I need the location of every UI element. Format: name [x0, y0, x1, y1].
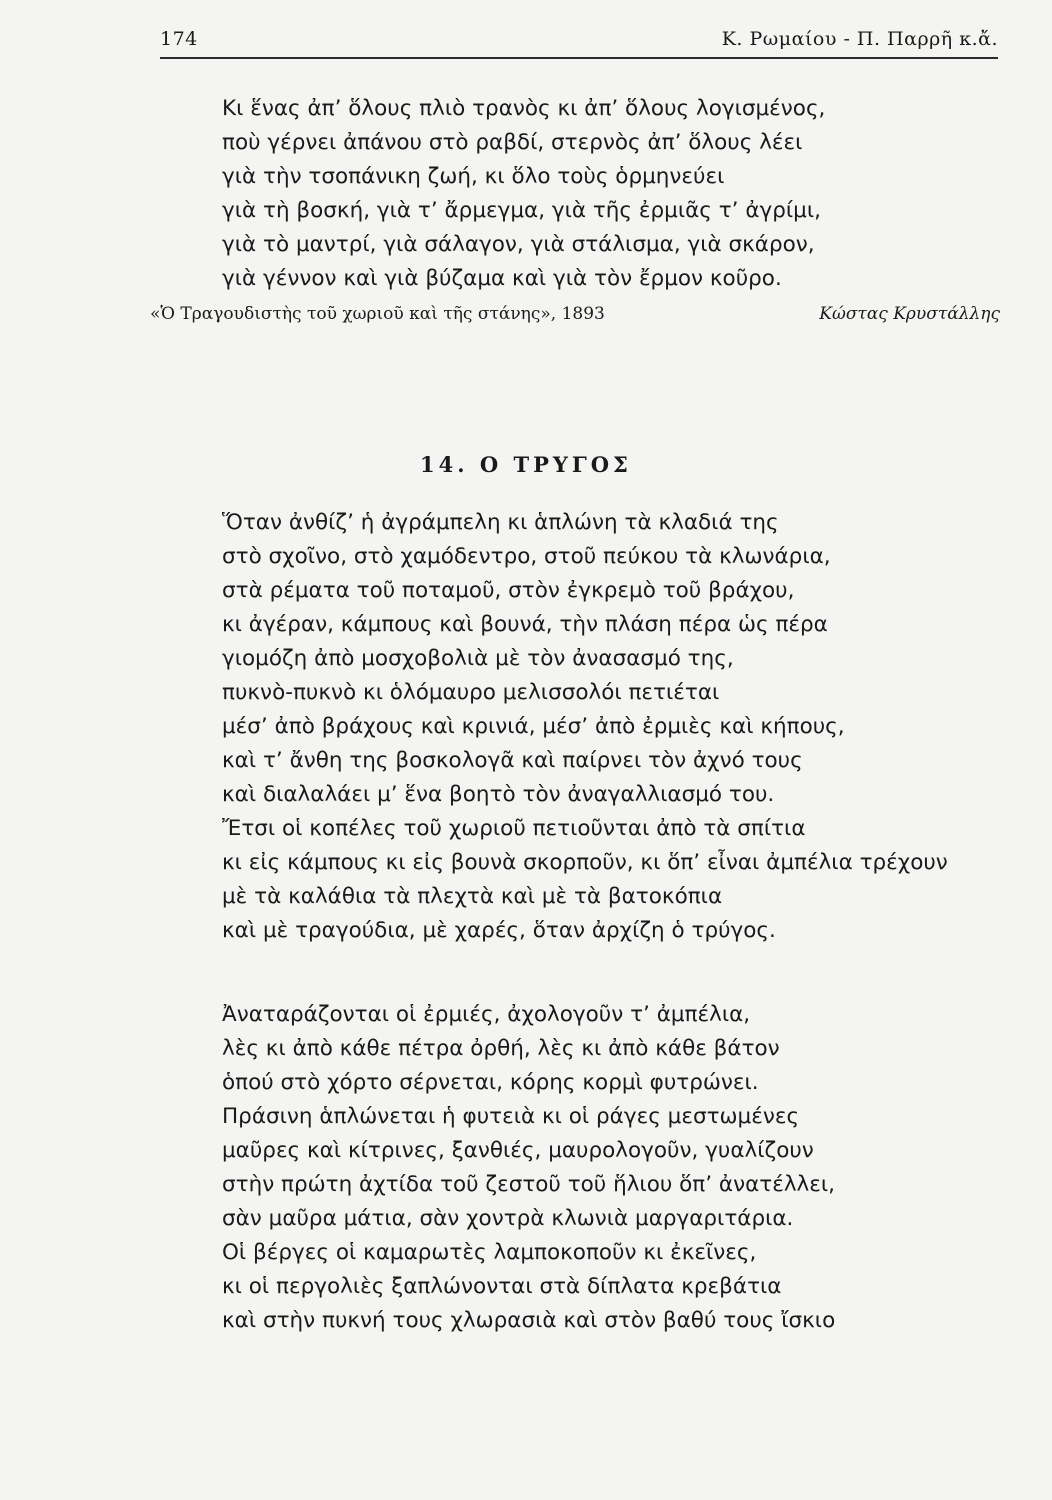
verse-line: Κι ἕνας ἀπ’ ὅλους πλιὸ τρανὸς κι ἀπ’ ὅλους λογισμένος, [222, 96, 826, 121]
verse-line: στὴν πρώτη ἀχτίδα τοῦ ζεστοῦ τοῦ ἥλιου ὅπ’ ἀνατέλλει, [222, 1172, 835, 1197]
section-title: 14. Ο ΤΡΥΓΟΣ [420, 452, 632, 477]
verse-line: μέσ’ ἀπὸ βράχους καὶ κρινιά, μέσ’ ἀπὸ ἐρμιὲς καὶ κήπους, [222, 714, 845, 739]
verse-line: στὸ σχοῖνο, στὸ χαμόδεντρο, στοῦ πεύκου τὰ κλωνάρια, [222, 544, 831, 569]
running-head: Κ. Ρωμαίου - Π. Παρρῆ κ.ἄ. [721, 28, 998, 50]
verse-line: γιὰ τὸ μαντρί, γιὰ σάλαγον, γιὰ στάλισμα, γιὰ σκάρον, [222, 232, 815, 257]
verse-line: κι εἰς κάμπους κι εἰς βουνὰ σκορποῦν, κι ὅπ’ εἶναι ἀμπέλια τρέχουν [222, 850, 948, 875]
citation-author: Κώστας Κρυστάλλης [819, 304, 1000, 324]
verse-line: Πράσινη ἁπλώνεται ἡ φυτειὰ κι οἱ ράγες μεστωμένες [222, 1104, 800, 1129]
verse-line: Ἀναταράζονται οἱ ἐρμιές, ἀχολογοῦν τ’ ἀμπέλια, [222, 1002, 751, 1027]
poem-stanza-1 [222, 92, 825, 296]
verse-line: καὶ μὲ τραγούδια, μὲ χαρές, ὅταν ἀρχίζη ὁ τρύγος. [222, 918, 776, 943]
verse-line: ὁπού στὸ χόρτο σέρνεται, κόρης κορμὶ φυτρώνει. [222, 1070, 759, 1095]
poem-stanza-2 [222, 506, 948, 948]
verse-line: Οἱ βέργες οἱ καμαρωτὲς λαμποκοποῦν κι ἐκεῖνες, [222, 1240, 757, 1265]
verse-line: γιὰ γέννον καὶ γιὰ βύζαμα καὶ γιὰ τὸν ἔρμον κοῦρο. [222, 266, 782, 291]
verse-line: γιομόζη ἀπὸ μοσχοβολιὰ μὲ τὸν ἀνασασμό της, [222, 646, 734, 671]
verse-line: ποὺ γέρνει ἀπάνου στὸ ραβδί, στερνὸς ἀπ’ ὅλους λέει [222, 130, 803, 155]
verse-line: γιὰ τὴ βοσκή, γιὰ τ’ ἄρμεγμα, γιὰ τῆς ἐρμιᾶς τ’ ἀγρίμι, [222, 198, 821, 223]
verse-line: στὰ ρέματα τοῦ ποταμοῦ, στὸν ἐγκρεμὸ τοῦ βράχου, [222, 578, 795, 603]
verse-line: κι ἀγέραν, κάμπους καὶ βουνά, τὴν πλάση πέρα ὡς πέρα [222, 612, 828, 637]
citation-source: «Ὁ Τραγουδιστὴς τοῦ χωριοῦ καὶ τῆς στάνης», 1893 [150, 304, 605, 324]
verse-line: πυκνὸ-πυκνὸ κι ὁλόμαυρο μελισσολόι πετιέται [222, 680, 720, 705]
verse-line: λὲς κι ἀπὸ κάθε πέτρα ὀρθή, λὲς κι ἀπὸ κάθε βάτον [222, 1036, 780, 1061]
verse-line: καὶ στὴν πυκνή τους χλωρασιὰ καὶ στὸν βαθύ τους ἴσκιο [222, 1308, 836, 1333]
page-number: 174 [160, 28, 198, 50]
verse-line: μαῦρες καὶ κίτρινες, ξανθιές, μαυρολογοῦν, γυαλίζουν [222, 1138, 814, 1163]
verse-line: σὰν μαῦρα μάτια, σὰν χοντρὰ κλωνιὰ μαργαριτάρια. [222, 1206, 794, 1231]
header-rule [160, 57, 998, 59]
verse-line: κι οἱ περγολιὲς ξαπλώνονται στὰ δίπλατα κρεβάτια [222, 1274, 782, 1299]
page-header [160, 22, 998, 58]
verse-line: μὲ τὰ καλάθια τὰ πλεχτὰ καὶ μὲ τὰ βατοκόπια [222, 884, 723, 909]
poem-stanza-3 [222, 998, 835, 1338]
verse-line: καὶ διαλαλάει μ’ ἕνα βοητὸ τὸν ἀναγαλλιασμό του. [222, 782, 775, 807]
verse-line: Ὅταν ἀνθίζ’ ἡ ἀγράμπελη κι ἁπλώνη τὰ κλαδιά της [222, 510, 779, 535]
verse-line: καὶ τ’ ἄνθη της βοσκολογᾶ καὶ παίρνει τὸν ἀχνό τους [222, 748, 803, 773]
verse-line: γιὰ τὴν τσοπάνικη ζωή, κι ὅλο τοὺς ὁρμηνεύει [222, 164, 725, 189]
verse-line: Ἔτσι οἱ κοπέλες τοῦ χωριοῦ πετιοῦνται ἀπὸ τὰ σπίτια [222, 816, 806, 841]
